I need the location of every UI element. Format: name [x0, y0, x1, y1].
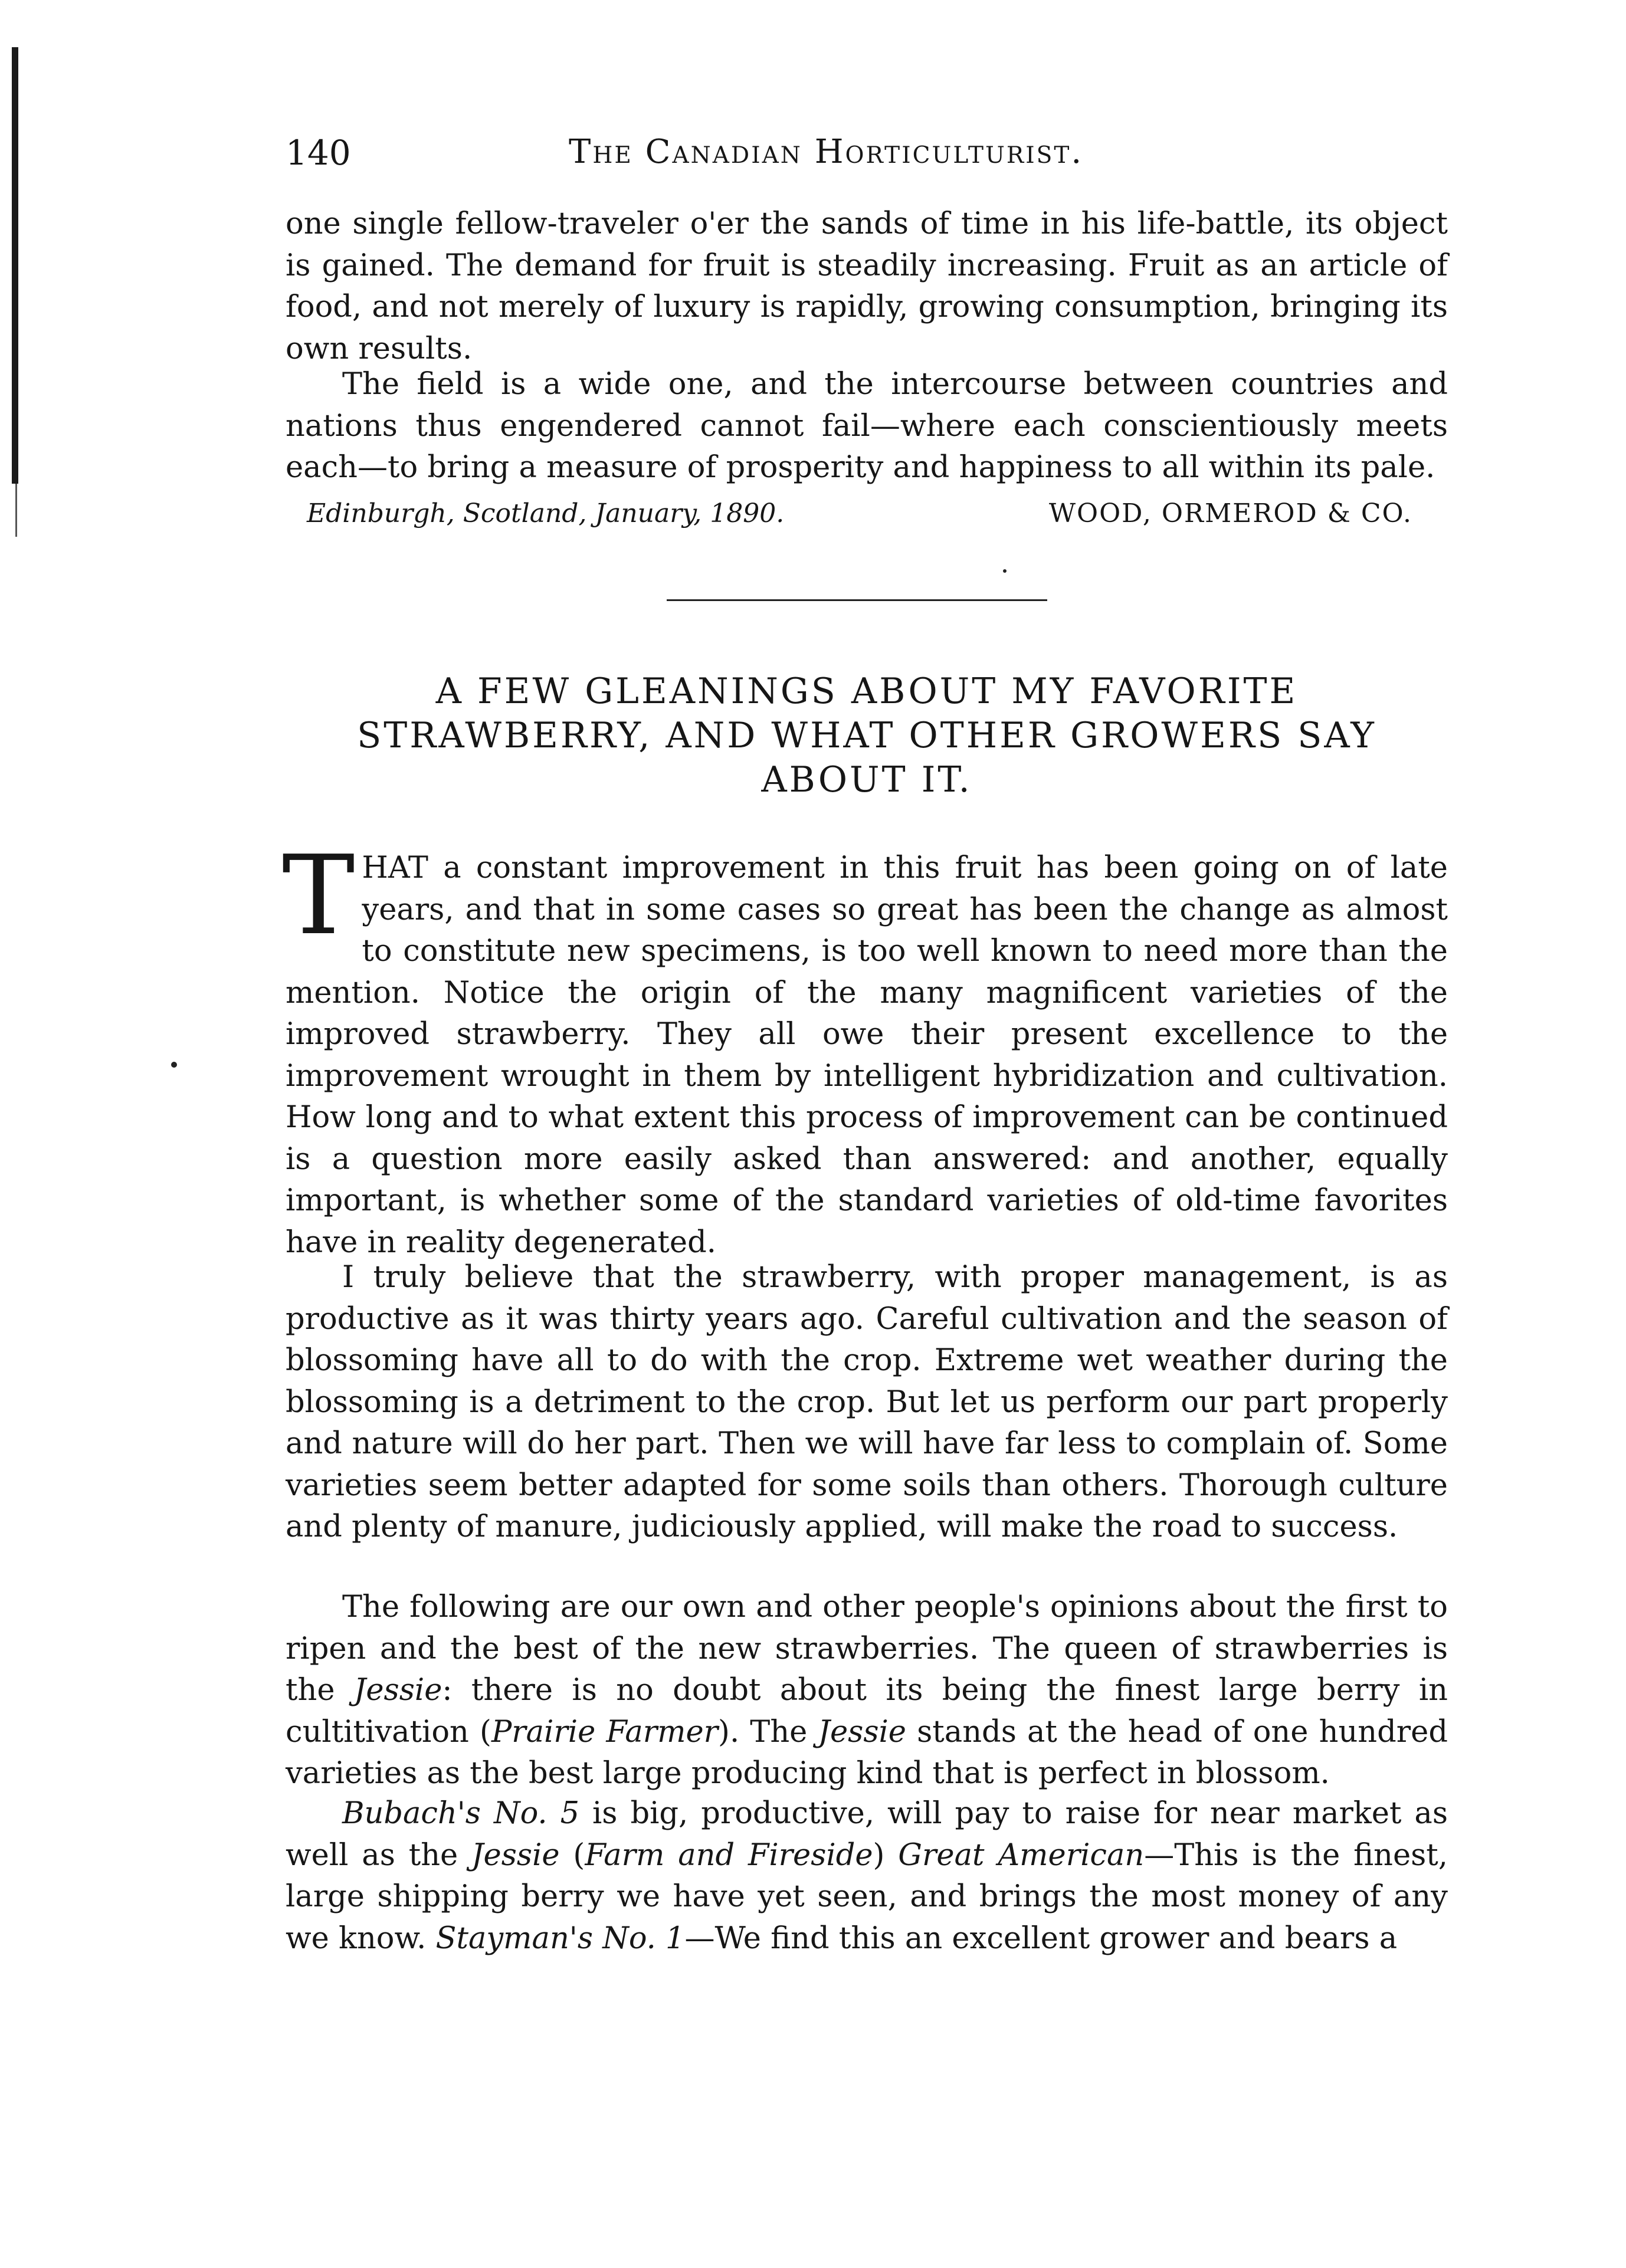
p4-italic-farm-fireside: Farm and Fireside: [585, 1837, 873, 1873]
p3-italic-prairie-farmer: Prairie Farmer: [491, 1714, 719, 1750]
p3-text-3: ). The: [718, 1714, 818, 1750]
preceding-paragraph-2: The field is a wide one, and the intercourse between countries and nations thus engendered cannot fail—where each conscientiously meets each—to bring a measure of prosperity and happiness to all within its pale.: [286, 367, 1448, 485]
signature-place: Edinburgh, Scotland, January, 1890.: [307, 498, 785, 529]
p4-italic-bubach: Bubach's No. 5: [342, 1796, 580, 1831]
scan-speck: [171, 1062, 177, 1068]
p4-text-1: is big, productive, will pay to raise for near market as well as the: [286, 1796, 1448, 1873]
p4-italic-jessie: Jessie: [471, 1837, 560, 1873]
article-paragraph-2: I truly believe that the strawberry, with proper management, is as productive as it was thirty years ago. Careful cultivation and the season of blossoming have all to do with the crop. Extreme wet weather during the blossoming is a detriment to the crop. But let us perform our part properly and nature will do her part. Then we will have far less to complain of. Some varieties seem better adapted for some soils than others. Thorough culture and plenty of manure, judiciously applied, will make the road to success.: [286, 1260, 1448, 1544]
p4-text-5: —We find this an excellent grower and bears a: [684, 1921, 1398, 1956]
scan-edge-mark: [12, 47, 18, 484]
scan-edge-mark-faint: [15, 484, 17, 537]
scan-speck: [1003, 569, 1007, 573]
article-paragraph-1: [282, 832, 1448, 1263]
p3-text-2: : there is no doubt about its being the finest large berry in cultitivation (: [286, 1673, 1448, 1750]
p3-italic-jessie-2: Jessie: [818, 1714, 906, 1750]
drop-cap: T: [282, 832, 355, 959]
article-paragraph-4: [286, 1793, 1448, 1960]
p4-italic-stayman: Stayman's No. 1: [435, 1921, 685, 1956]
p4-text-2: (: [559, 1837, 585, 1873]
p3-text-4: stands at the head of one hundred varieties as the best large producing kind that is perfect in blossom.: [286, 1714, 1448, 1791]
p4-text-4: —This is the finest, large shipping berry we have yet seen, and brings the most money of any we know.: [286, 1837, 1448, 1956]
page-number: 140: [286, 133, 351, 173]
p4-italic-great-american: Great American: [898, 1837, 1145, 1873]
paragraph-1-text: HAT a constant improvement in this fruit has been going on of late years, and that in some cases so great has been the change as almost to constitute new specimens, is too well known to need more than the mention. Notice the origin of the many magnificent varieties of the improved strawberry. They all owe their present excellence to the improvement wrought in them by intelligent hybridization and cultivation. How long and to what extent this process of improvement can be continued is a question more easily asked than answered: and another, equally important, is whether some of the standard varieties of old-time favorites have in reality degenerated.: [286, 851, 1448, 1260]
section-divider: [667, 599, 1047, 601]
p3-text-1: The following are our own and other people's opinions about the first to ripen and the best of the new strawberries. The queen of strawberries is the: [286, 1590, 1448, 1708]
signature-author: WOOD, ORMEROD & CO.: [1048, 498, 1412, 529]
preceding-paragraph-1: one single fellow-traveler o'er the sands of time in his life-battle, its object is gained. The demand for fruit is steadily increasing. Fruit as an article of food, and not merely of luxury is rapidly, growing consumption, bringing its own results.: [286, 206, 1448, 366]
p4-text-3: ): [873, 1837, 899, 1873]
running-title: The Canadian Horticulturist.: [569, 133, 1084, 171]
article-title: A FEW GLEANINGS ABOUT MY FAVORITE STRAWBERRY, AND WHAT OTHER GROWERS SAY ABOUT IT.: [357, 671, 1376, 800]
p3-italic-jessie: Jessie: [353, 1673, 442, 1708]
signature: [307, 498, 1448, 534]
article-paragraph-3: [286, 1587, 1448, 1795]
page-header: [286, 133, 1448, 173]
